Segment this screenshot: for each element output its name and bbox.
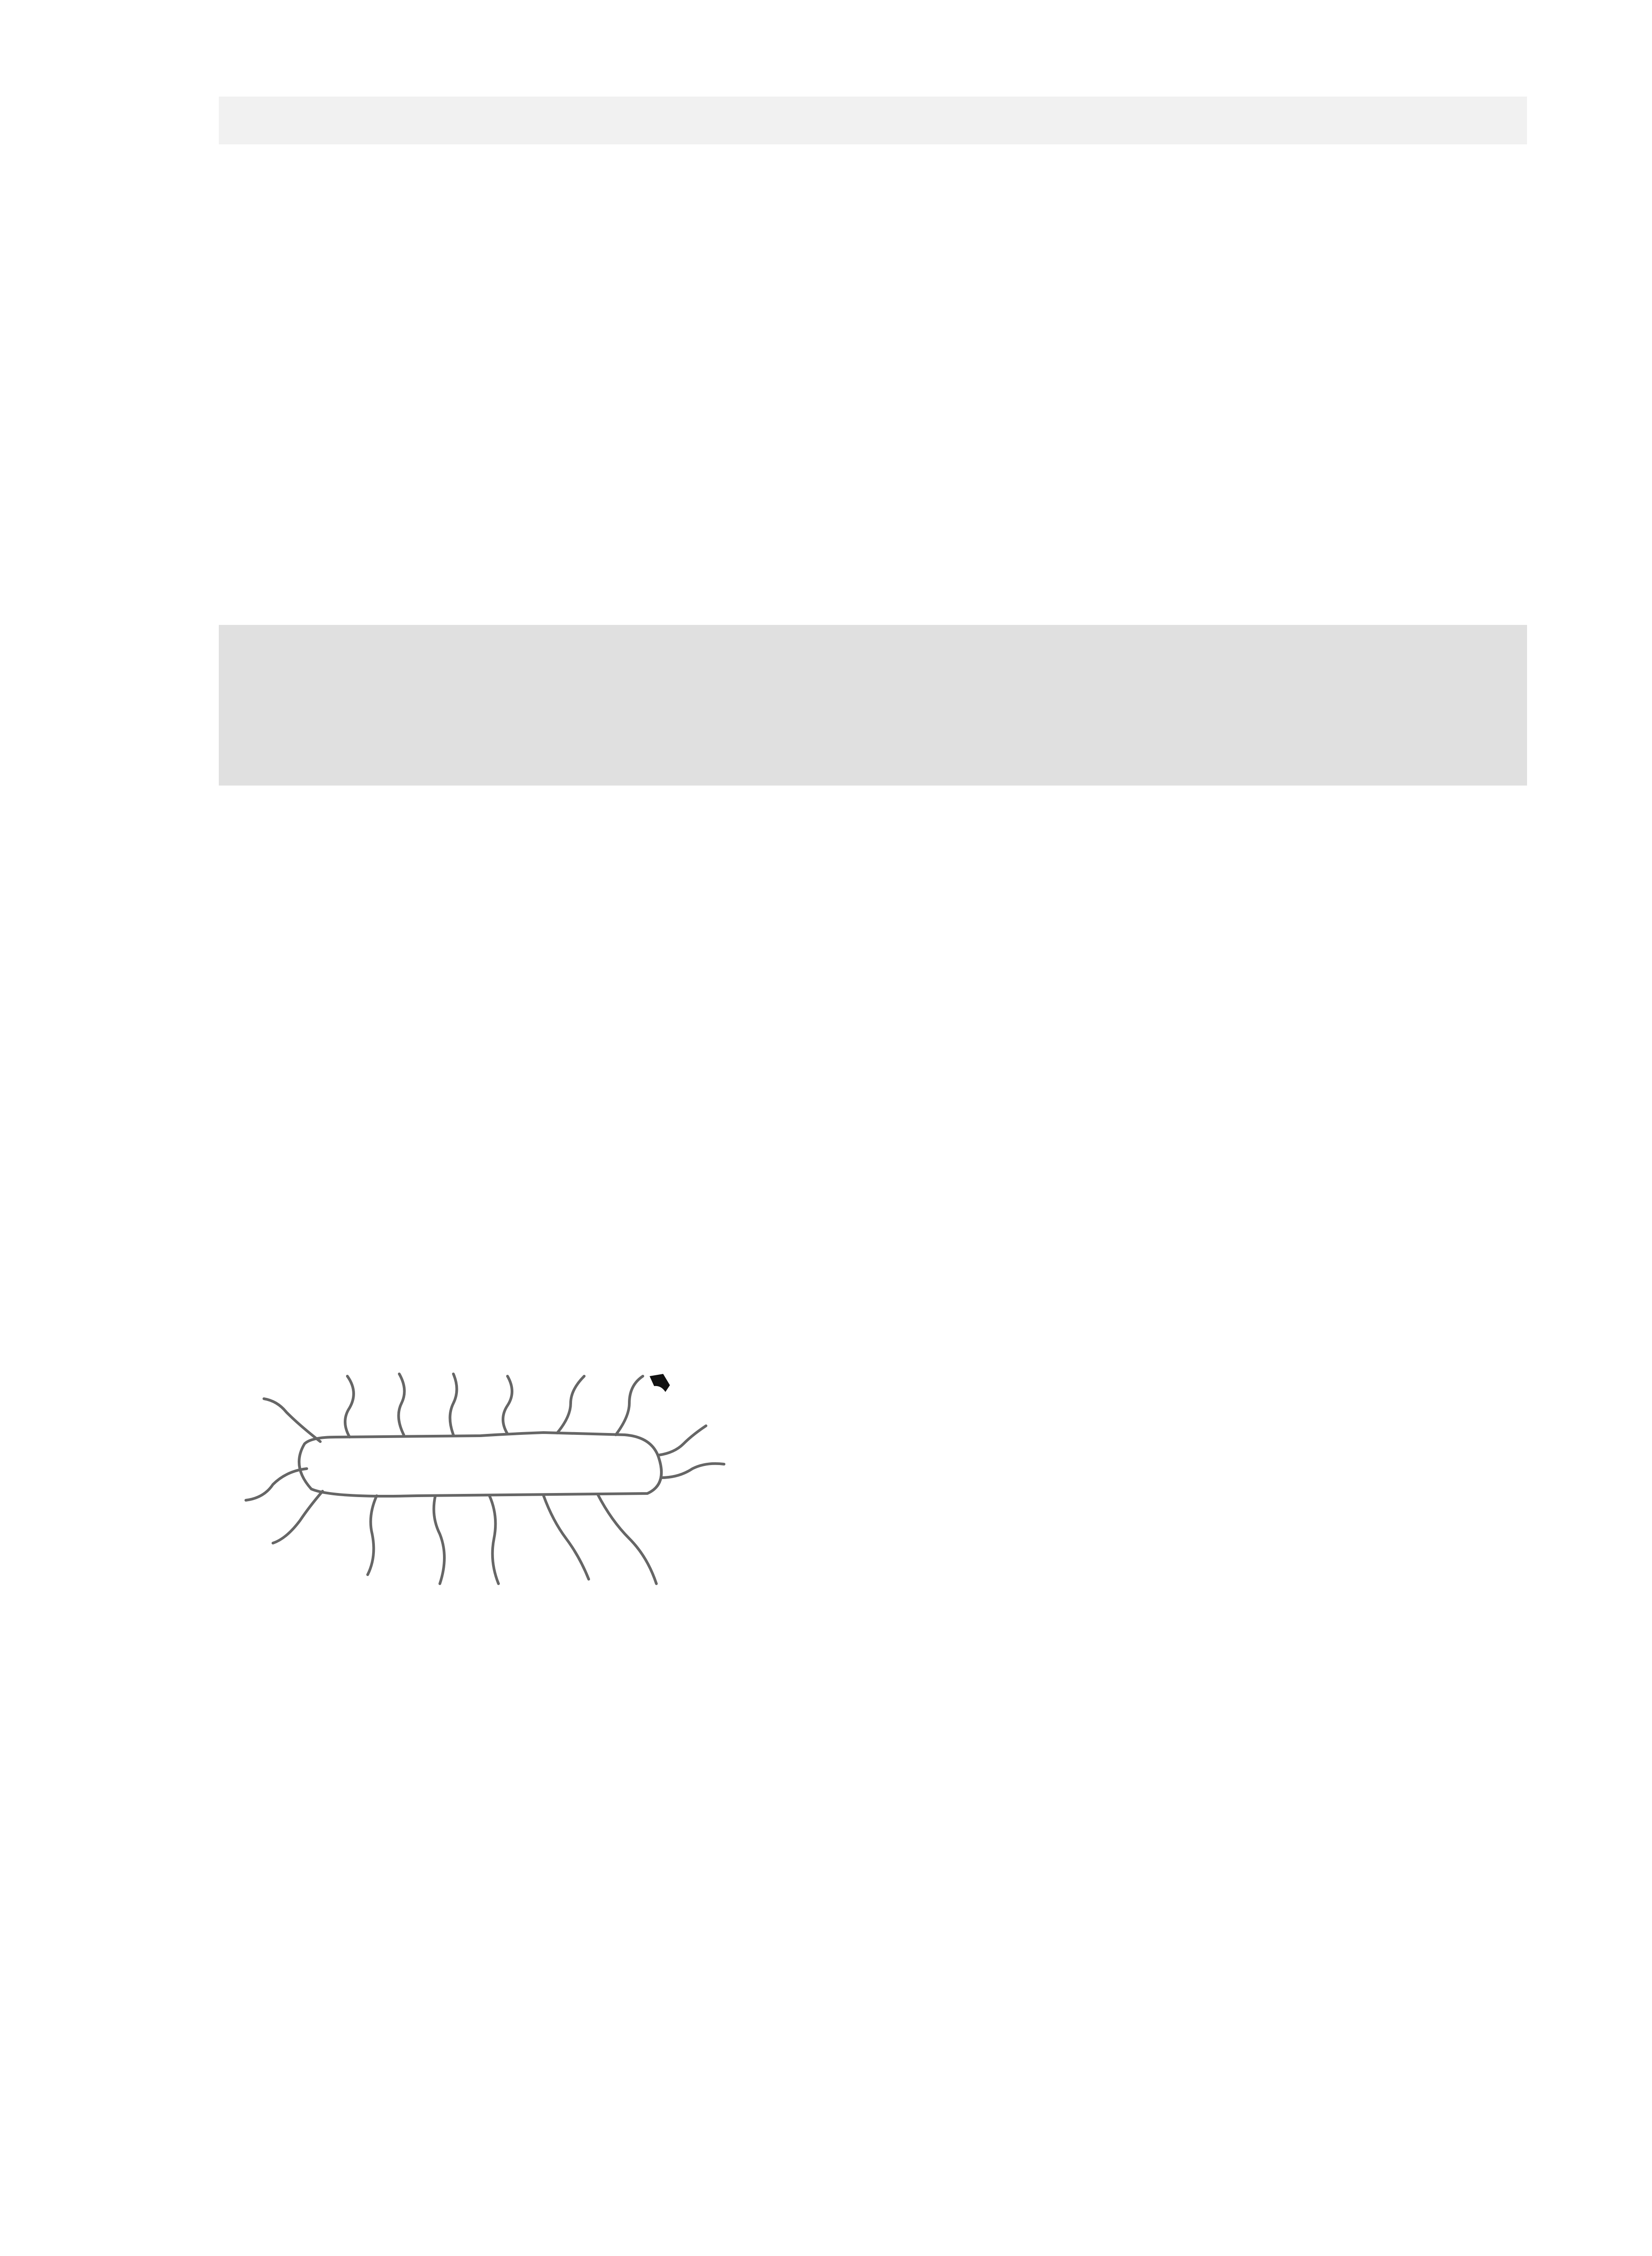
bacterium-body (299, 1433, 661, 1496)
running-header (219, 97, 1527, 144)
section-title-box (219, 625, 1527, 786)
ecoli-bacterium-illustration (228, 1349, 760, 1602)
fimh-pointer (650, 1374, 670, 1392)
